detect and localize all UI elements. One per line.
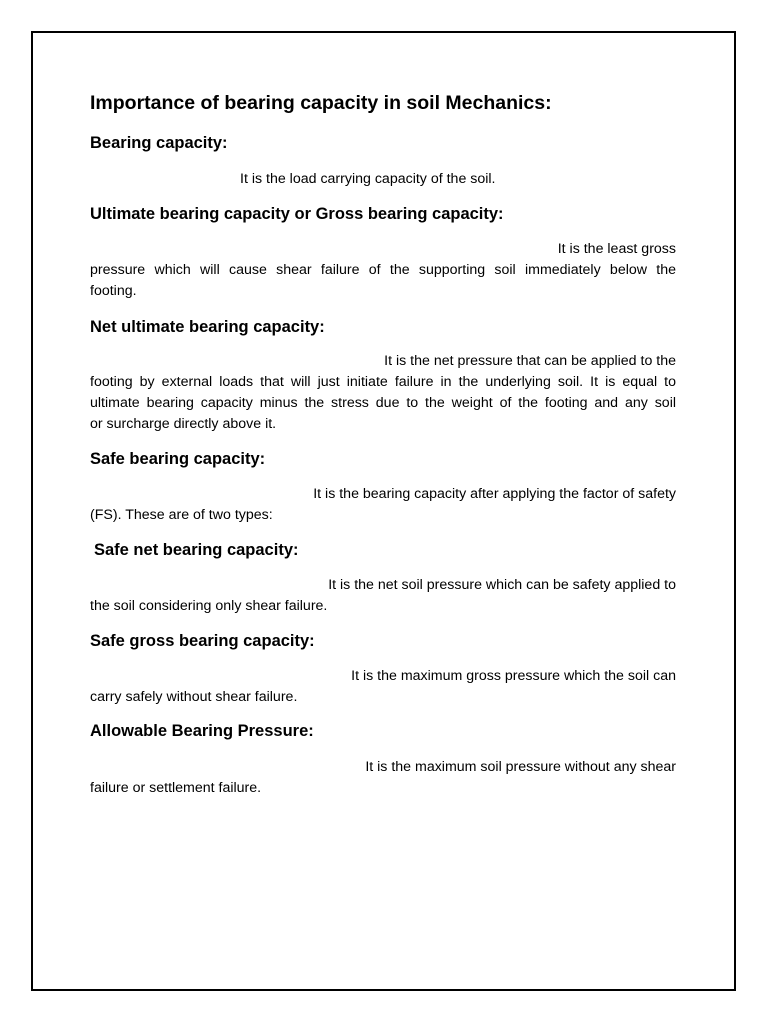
- section-heading-allowable-bearing-pressure: Allowable Bearing Pressure:: [90, 722, 314, 740]
- section-heading-ultimate-bearing-capacity: Ultimate bearing capacity or Gross bearing capacity:: [90, 205, 504, 223]
- section-heading-bearing-capacity: Bearing capacity:: [90, 134, 228, 152]
- section-text-line: It is the load carrying capacity of the soil.: [240, 171, 496, 187]
- section-heading-safe-net-bearing-capacity: Safe net bearing capacity:: [94, 541, 299, 559]
- section-text-line: or surcharge directly above it.: [90, 416, 277, 432]
- section-text-line: ultimate bearing capacity minus the stress due to the weight of the footing and any soil: [90, 395, 676, 411]
- section-text-line: It is the bearing capacity after applying the factor of safety: [313, 486, 676, 502]
- section-text-line: pressure which will cause shear failure of the supporting soil immediately below the: [90, 262, 676, 278]
- section-heading-net-ultimate-bearing-capacity: Net ultimate bearing capacity:: [90, 318, 325, 336]
- section-text-line: It is the net soil pressure which can be safety applied to: [328, 577, 676, 593]
- section-text-line: (FS). These are of two types:: [90, 507, 273, 523]
- section-text-line: It is the maximum soil pressure without any shear: [365, 759, 676, 775]
- section-text-line: failure or settlement failure.: [90, 780, 262, 796]
- document-title: Importance of bearing capacity in soil Mechanics:: [90, 92, 552, 114]
- section-heading-safe-bearing-capacity: Safe bearing capacity:: [90, 450, 266, 468]
- section-text-line: It is the maximum gross pressure which the soil can: [351, 668, 676, 684]
- section-text-line: carry safely without shear failure.: [90, 689, 298, 705]
- section-text-line: the soil considering only shear failure.: [90, 598, 328, 614]
- section-text-line: footing by external loads that will just initiate failure in the underlying soil. It is equal to: [90, 374, 676, 390]
- section-heading-safe-gross-bearing-capacity: Safe gross bearing capacity:: [90, 632, 315, 650]
- section-text-line: It is the least gross: [557, 241, 676, 257]
- section-text-line: It is the net pressure that can be applied to the: [384, 353, 676, 369]
- section-text-line: footing.: [90, 283, 137, 299]
